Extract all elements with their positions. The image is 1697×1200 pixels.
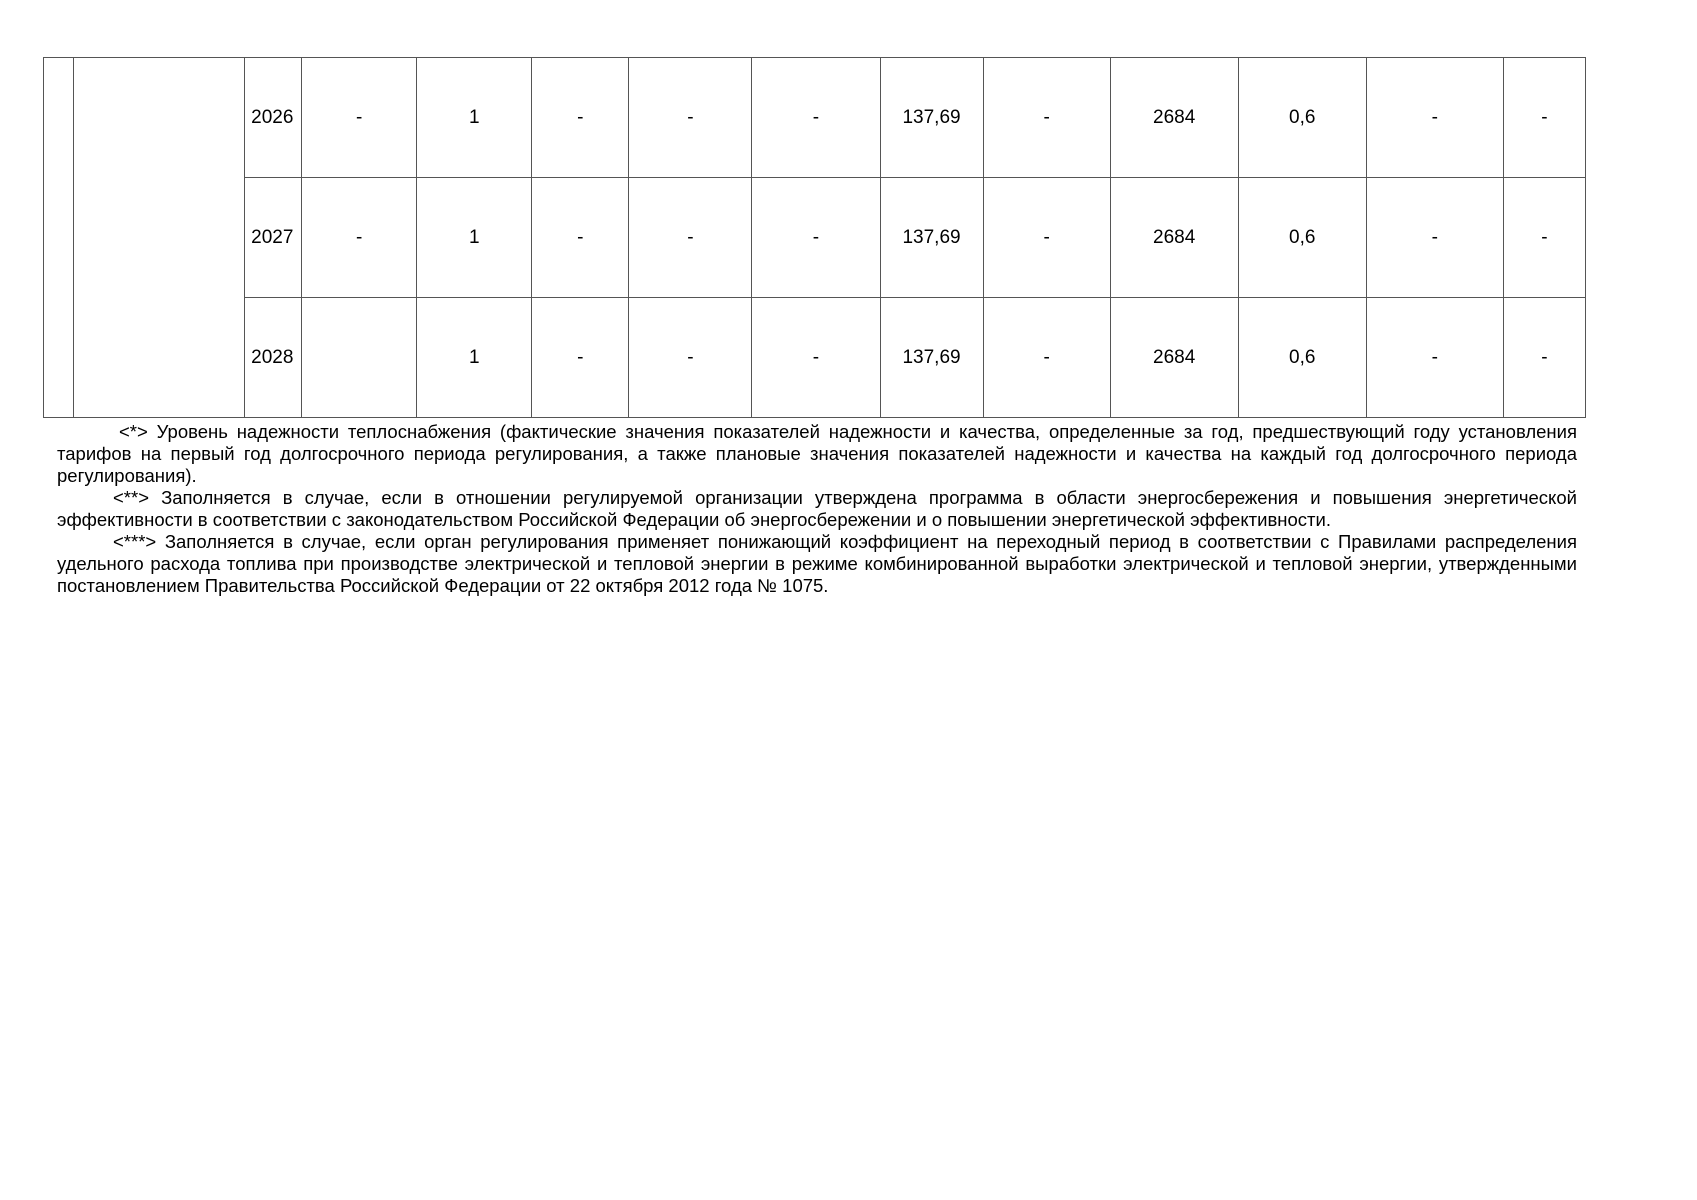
- table-cell: -: [1503, 178, 1585, 298]
- tariff-indicators-table: [43, 57, 1586, 418]
- table-cell: -: [629, 58, 752, 178]
- organization-cell: [74, 58, 245, 418]
- table-cell: -: [532, 178, 629, 298]
- table-cell: -: [302, 58, 417, 178]
- table-cell: 2684: [1110, 178, 1238, 298]
- footnote-reliability: <*> Уровень надежности теплоснабжения (фактические значения показателей надежности и качества, определенные за год, предшествующий году установления тарифов на первый год долгосрочного периода регулирования, а также плановые значения показателей надежности и качества на каждый год долгосрочного периода регулирования).: [57, 421, 1577, 486]
- table-cell: 0,6: [1238, 58, 1366, 178]
- table-row: [44, 298, 1586, 418]
- table-cell: -: [752, 178, 880, 298]
- table-cell: -: [629, 178, 752, 298]
- table-cell: 1: [417, 298, 532, 418]
- year-cell: 2026: [245, 58, 302, 178]
- footnote-energy-saving: <**> Заполняется в случае, если в отношении регулируемой организации утверждена программа в области энергосбережения и повышения энергетической эффективности в соответствии с законодательством Российской Федерации об энергосбережении и о повышении энергетической эффективности.: [57, 487, 1577, 530]
- table-cell: -: [752, 58, 880, 178]
- year-cell: 2028: [245, 298, 302, 418]
- table-cell: -: [752, 298, 880, 418]
- table-cell: 137,69: [880, 298, 983, 418]
- table-cell: -: [983, 178, 1110, 298]
- table-cell: 0,6: [1238, 178, 1366, 298]
- table-cell: -: [1503, 58, 1585, 178]
- table-cell: -: [532, 298, 629, 418]
- table-cell: -: [302, 178, 417, 298]
- table-cell: -: [1503, 298, 1585, 418]
- table-row: [44, 58, 1586, 178]
- table-cell: -: [532, 58, 629, 178]
- table-cell: -: [983, 58, 1110, 178]
- year-cell: 2027: [245, 178, 302, 298]
- table-cell: 0,6: [1238, 298, 1366, 418]
- table-cell: 2684: [1110, 298, 1238, 418]
- row-number-cell: [44, 58, 74, 418]
- table-cell: 137,69: [880, 58, 983, 178]
- table-cell: [302, 298, 417, 418]
- footnote-reduction-coefficient: <***> Заполняется в случае, если орган регулирования применяет понижающий коэффициент на переходный период в соответствии с Правилами распределения удельного расхода топлива при производстве электрической и тепловой энергии в режиме комбинированной выработки электрической и тепловой энергии, утвержденными постановлением Правительства Российской Федерации от 22 октября 2012 года № 1075.: [57, 531, 1577, 596]
- table-cell: -: [629, 298, 752, 418]
- table-cell: -: [983, 298, 1110, 418]
- table-cell: 1: [417, 58, 532, 178]
- table-cell: 2684: [1110, 58, 1238, 178]
- table-cell: -: [1366, 298, 1503, 418]
- footnotes: [57, 421, 1577, 597]
- table-cell: 1: [417, 178, 532, 298]
- table-cell: -: [1366, 58, 1503, 178]
- table-cell: 137,69: [880, 178, 983, 298]
- table-cell: -: [1366, 178, 1503, 298]
- table-row: [44, 178, 1586, 298]
